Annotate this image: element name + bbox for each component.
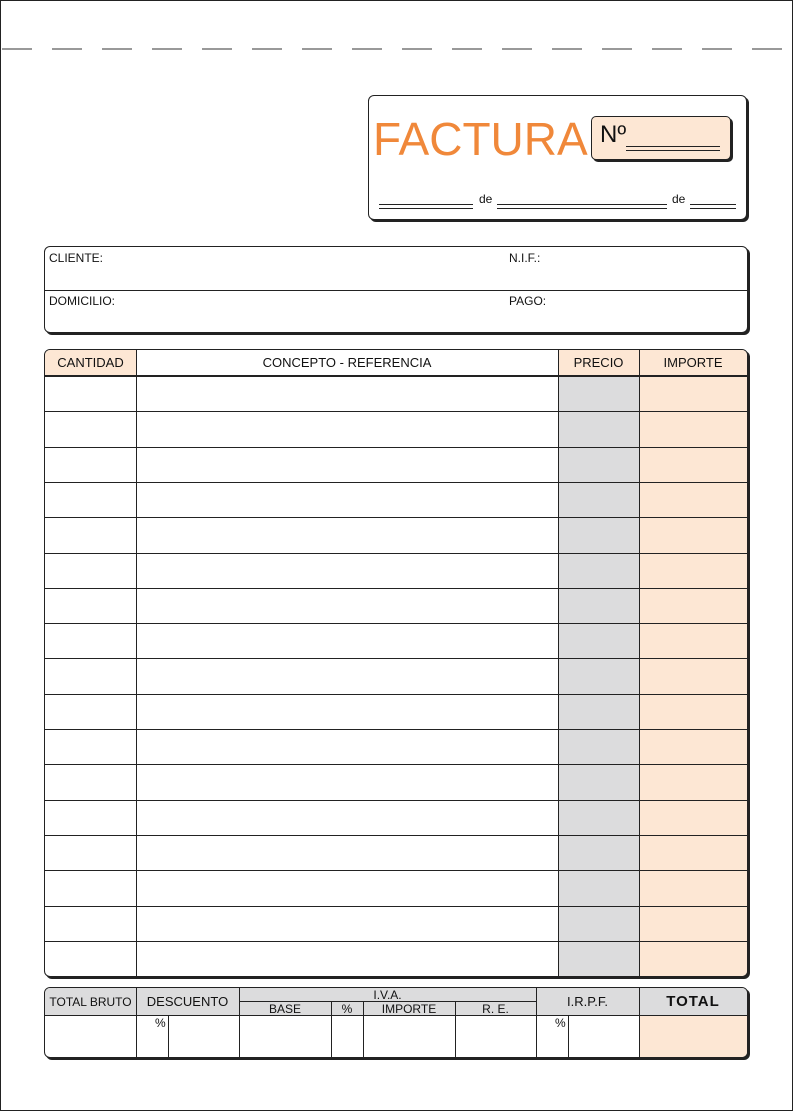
- iva-label: I.V.A.: [373, 988, 402, 1002]
- col-divider-2: [558, 350, 559, 976]
- line-item-row[interactable]: [45, 835, 747, 836]
- iva-importe-label: IMPORTE: [381, 1001, 437, 1016]
- col-header-cantidad: CANTIDAD: [45, 350, 136, 376]
- date-year-line[interactable]: [690, 204, 736, 205]
- line-item-row[interactable]: [45, 658, 747, 659]
- client-divider: [45, 290, 747, 291]
- line-item-row[interactable]: [45, 553, 747, 554]
- iva-base-label: BASE: [268, 1001, 301, 1016]
- iva-subheader-divider: [239, 1001, 536, 1002]
- date-separator-1: de: [479, 192, 493, 206]
- totals-header-divider: [45, 1015, 747, 1016]
- total-value-fill: [639, 1015, 747, 1057]
- client-info-box: [44, 246, 748, 333]
- date-day-line-2: [379, 208, 473, 209]
- precio-column-fill: [558, 376, 639, 976]
- line-item-row[interactable]: [45, 588, 747, 589]
- total-bruto-label: TOTAL BRUTO: [49, 994, 132, 1009]
- totals-divider-pct2: [568, 1015, 569, 1057]
- line-item-row[interactable]: [45, 694, 747, 695]
- iva-pct-label: %: [341, 1001, 353, 1016]
- importe-column-fill: [639, 376, 747, 976]
- invoice-number-label: Nº: [600, 121, 627, 148]
- perforation-line: [0, 44, 793, 54]
- irpf-pct-mark: %: [555, 1016, 566, 1030]
- totals-divider-3: [331, 1002, 332, 1057]
- invoice-number-field[interactable]: [591, 116, 731, 160]
- date-month-line-2: [497, 208, 667, 209]
- line-item-row[interactable]: [45, 941, 747, 942]
- line-item-row[interactable]: [45, 411, 747, 412]
- col-header-precio: PRECIO: [558, 350, 639, 376]
- total-label: TOTAL: [666, 993, 720, 1010]
- line-item-row[interactable]: [45, 482, 747, 483]
- totals-divider-2: [239, 988, 240, 1057]
- domicilio-label: DOMICILIO:: [49, 294, 116, 308]
- totals-divider-6: [536, 988, 537, 1057]
- invoice-number-line-2: [626, 150, 720, 151]
- line-item-row[interactable]: [45, 517, 747, 518]
- col-divider-1: [136, 350, 137, 976]
- nif-label: N.I.F.:: [509, 251, 541, 265]
- line-item-row[interactable]: [45, 800, 747, 801]
- totals-divider-7: [639, 988, 640, 1057]
- line-item-row[interactable]: [45, 729, 747, 730]
- irpf-label: I.R.P.F.: [567, 994, 608, 1009]
- date-separator-2: de: [672, 192, 686, 206]
- totals-divider-pct1: [168, 1015, 169, 1057]
- cliente-label: CLIENTE:: [49, 251, 104, 265]
- totals-divider-4: [363, 1002, 364, 1057]
- col-header-concepto: CONCEPTO - REFERENCIA: [136, 350, 558, 376]
- descuento-label: DESCUENTO: [146, 994, 229, 1009]
- line-item-row[interactable]: [45, 623, 747, 624]
- invoice-number-line: [626, 146, 720, 147]
- line-items-table: [44, 349, 748, 977]
- totals-divider-5: [455, 1002, 456, 1057]
- line-item-row[interactable]: [45, 764, 747, 765]
- iva-re-label: R. E.: [482, 1001, 509, 1016]
- totals-divider-1: [136, 988, 137, 1057]
- date-day-line[interactable]: [379, 204, 473, 205]
- pago-label: PAGO:: [509, 294, 547, 308]
- descuento-pct-mark: %: [155, 1016, 166, 1030]
- date-month-line[interactable]: [497, 204, 667, 205]
- col-divider-3: [639, 350, 640, 976]
- col-header-importe: IMPORTE: [639, 350, 747, 376]
- totals-box: [44, 987, 748, 1058]
- line-item-row[interactable]: [45, 447, 747, 448]
- line-item-row[interactable]: [45, 906, 747, 907]
- line-item-row[interactable]: [45, 376, 747, 377]
- invoice-header-box: [368, 95, 747, 220]
- invoice-title: FACTURA: [373, 113, 588, 165]
- date-year-line-2: [690, 208, 736, 209]
- line-item-row[interactable]: [45, 870, 747, 871]
